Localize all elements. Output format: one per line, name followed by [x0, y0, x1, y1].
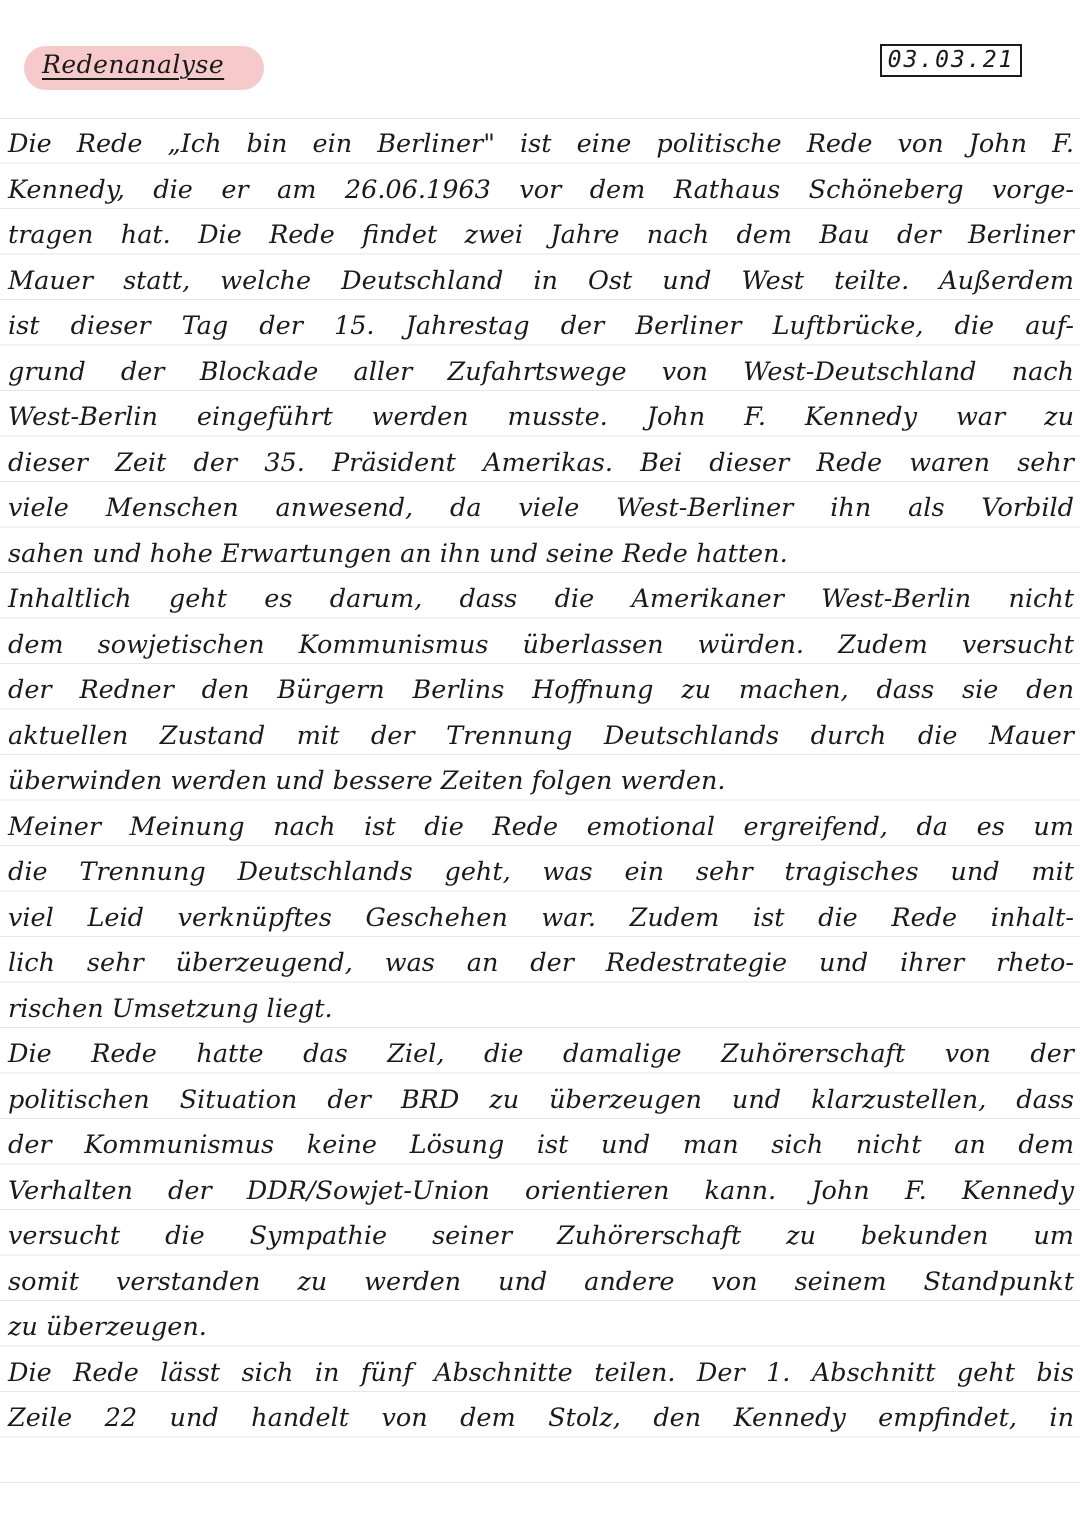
text-line: Meiner Meinung nach ist die Rede emotional ergreifend, da es um [8, 811, 1074, 842]
date-box: 03.03.21 [880, 44, 1022, 77]
text-line: aktuellen Zustand mit der Trennung Deutschlands durch die Mauer [8, 720, 1074, 751]
text-line: der Redner den Bürgern Berlins Hoffnung zu machen, dass sie den [8, 675, 1074, 705]
text-line: der Kommunismus keine Lösung ist und man sich nicht an dem [8, 1130, 1074, 1160]
text-line: politischen Situation der BRD zu überzeugen und klarzustellen, dass [8, 1084, 1074, 1115]
text-line: Zeile 22 und handelt von dem Stolz, den Kennedy empfindet, in [8, 1403, 1074, 1433]
text-line: Inhaltlich geht es darum, dass die Amerikaner West-Berlin nicht [8, 584, 1074, 614]
text-line: dem sowjetischen Kommunismus überlassen würden. Zudem versucht [8, 629, 1074, 660]
text-line: zu überzeugen. [8, 1312, 207, 1342]
text-line: viele Menschen anwesend, da viele West-Berliner ihn als Vorbild [8, 493, 1074, 523]
text-line: Mauer statt, welche Deutschland in Ost und West teilte. Außerdem [8, 265, 1074, 296]
text-line: tragen hat. Die Rede findet zwei Jahre nach dem Bau der Berliner [8, 220, 1074, 250]
text-line: Die Rede „Ich bin ein Berliner" ist eine politische Rede von John F. [8, 129, 1074, 159]
handwritten-text-body [8, 122, 1074, 1442]
text-line: Verhalten der DDR/Sowjet-Union orientieren kann. John F. Kennedy [8, 1175, 1074, 1206]
text-line: viel Leid verknüpftes Geschehen war. Zudem ist die Rede inhalt- [8, 902, 1074, 933]
text-line: West-Berlin eingeführt werden musste. John F. Kennedy war zu [8, 402, 1074, 432]
text-line: Kennedy, die er am 26.06.1963 vor dem Rathaus Schöneberg vorge- [8, 174, 1074, 205]
text-line: Die Rede lässt sich in fünf Abschnitte teilen. Der 1. Abschnitt geht bis [8, 1357, 1074, 1388]
text-line: die Trennung Deutschlands geht, was ein sehr tragisches und mit [8, 857, 1074, 887]
text-line: überwinden werden und bessere Zeiten folgen werden. [8, 766, 726, 796]
text-line: Die Rede hatte das Ziel, die damalige Zuhörerschaft von der [8, 1039, 1074, 1069]
text-line: somit verstanden zu werden und andere von seinem Standpunkt [8, 1266, 1074, 1297]
page-title: Redenanalyse [42, 50, 225, 79]
text-line: grund der Blockade aller Zufahrtswege von West-Deutschland nach [8, 356, 1074, 387]
text-line: lich sehr überzeugend, was an der Redestrategie und ihrer rheto- [8, 948, 1074, 978]
text-line: rischen Umsetzung liegt. [8, 993, 333, 1024]
text-line: versucht die Sympathie seiner Zuhörerschaft zu bekunden um [8, 1221, 1074, 1251]
text-line: ist dieser Tag der 15. Jahrestag der Berliner Luftbrücke, die auf- [8, 311, 1074, 341]
text-line: sahen und hohe Erwartungen an ihn und seine Rede hatten. [8, 538, 788, 569]
text-line: dieser Zeit der 35. Präsident Amerikas. Bei dieser Rede waren sehr [8, 447, 1074, 478]
